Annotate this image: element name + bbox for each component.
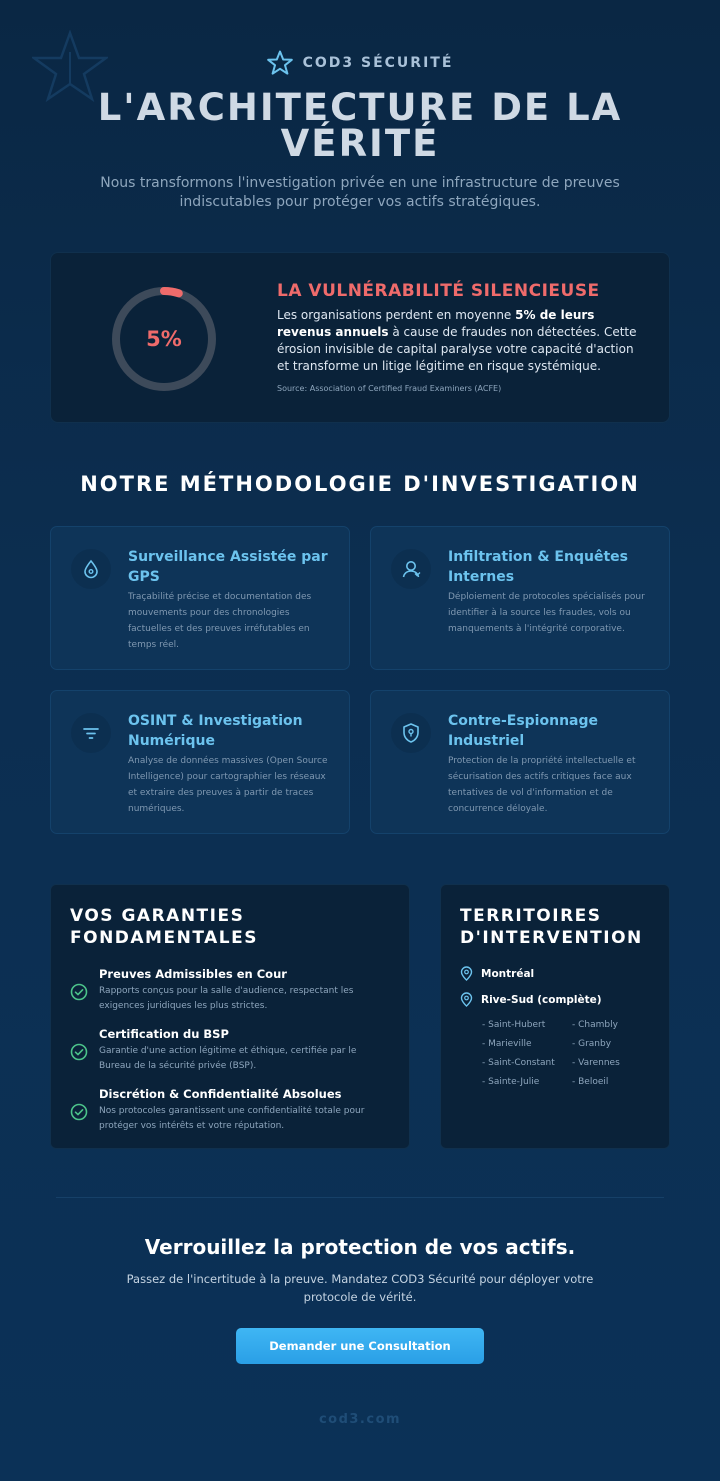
guarantees-title — [70, 905, 258, 949]
map-pin-icon — [460, 966, 473, 981]
city-item: - Beloeil — [572, 1077, 609, 1087]
methodology-title: NOTRE MÉTHODOLOGIE D'INVESTIGATION — [80, 472, 640, 496]
vulnerability-source: Source: Association of Certified Fraud Examiners (ACFE) — [277, 384, 502, 393]
star-logo-icon — [267, 50, 293, 76]
territory-label: Rive-Sud (complète) — [481, 993, 602, 1006]
territories-title — [460, 905, 643, 949]
guarantee-item — [70, 1027, 390, 1075]
guarantee-item — [70, 967, 390, 1015]
method-card-desc: Protection de la propriété intellectuelle et sécurisation des actifs critiques face aux tentatives de vol d'information et de concurrence déloyale. — [448, 756, 636, 814]
vulnerability-text-prefix: Les organisations perdent en moyenne — [277, 308, 516, 322]
cta-subtitle: Passez de l'incertitude à la preuve. Mandatez COD3 Sécurité pour déployer votre protocole de vérité. — [126, 1272, 594, 1304]
territories-card — [440, 884, 670, 1149]
guarantee-desc: Garantie d'une action légitime et éthique, certifiée par le Bureau de la sécurité privée (BSP). — [99, 1046, 357, 1071]
vulnerability-text-suffix: à cause de fraudes non détectées. Cette érosion invisible de capital paralyse votre capacité d'action et transforme un litige légitime en risque systémique. — [277, 325, 637, 373]
guarantees-title-line1: VOS GARANTIES — [70, 906, 245, 926]
method-card-gps — [50, 526, 350, 670]
footer-site[interactable]: cod3.com — [318, 1412, 402, 1427]
divider — [56, 1197, 664, 1198]
location-drop-icon — [71, 549, 111, 589]
method-card-desc: Analyse de données massives (Open Source Intelligence) pour cartographier les réseaux et extraire des preuves à partir de traces numériques. — [128, 756, 328, 814]
territory-montreal — [460, 966, 534, 981]
method-card-title: Contre-Espionnage Industriel — [448, 713, 598, 749]
guarantees-card — [50, 884, 410, 1149]
shield-lock-icon — [391, 713, 431, 753]
map-pin-icon — [460, 992, 473, 1007]
check-circle-icon — [70, 1103, 88, 1121]
method-card-infiltration — [370, 526, 670, 670]
vulnerability-card — [50, 252, 670, 423]
guarantees-title-line2: FONDAMENTALES — [70, 928, 258, 948]
request-consultation-button[interactable]: Demander une Consultation — [236, 1328, 484, 1364]
guarantee-title: Preuves Admissibles en Cour — [99, 967, 287, 981]
page-title: L'ARCHITECTURE DE LA VÉRITÉ — [97, 86, 623, 165]
guarantee-title: Certification du BSP — [99, 1027, 229, 1041]
city-item: - Sainte-Julie — [482, 1077, 540, 1087]
vulnerability-text-bold: 5% de leurs revenus annuels — [277, 308, 595, 339]
method-card-title: Surveillance Assistée par GPS — [128, 549, 328, 585]
brand — [0, 50, 720, 76]
guarantee-desc: Nos protocoles garantissent une confidentialité totale pour protéger vos intérêts et votre réputation. — [99, 1106, 365, 1131]
method-card-osint — [50, 690, 350, 834]
stat-value: 5% — [146, 327, 182, 351]
page-subtitle: Nous transformons l'investigation privée en une infrastructure de preuves indiscutables pour protéger vos actifs stratégiques. — [100, 175, 620, 210]
user-icon — [391, 549, 431, 589]
method-card-desc: Déploiement de protocoles spécialisés pour identifier à la source les fraudes, vols ou manquements à l'intégrité corporative. — [448, 592, 645, 634]
city-item: - Marieville — [482, 1039, 532, 1049]
city-item: - Varennes — [572, 1058, 620, 1068]
vulnerability-title: LA VULNÉRABILITÉ SILENCIEUSE — [277, 281, 600, 301]
territory-rive-sud — [460, 992, 602, 1007]
city-item: - Chambly — [572, 1020, 618, 1030]
territories-title-line2: D'INTERVENTION — [460, 928, 643, 948]
city-item: - Granby — [572, 1039, 612, 1049]
method-card-title: OSINT & Investigation Numérique — [128, 713, 303, 749]
city-item: - Saint-Constant — [482, 1058, 555, 1068]
method-card-desc: Traçabilité précise et documentation des mouvements pour des chronologies factuelles et des preuves irréfutables en temps réel. — [128, 592, 312, 650]
vulnerability-text — [277, 307, 647, 375]
method-card-title: Infiltration & Enquêtes Internes — [448, 549, 628, 585]
cta-title: Verrouillez la protection de vos actifs. — [144, 1235, 576, 1259]
guarantee-title: Discrétion & Confidentialité Absolues — [99, 1087, 342, 1101]
territories-title-line1: TERRITOIRES — [460, 906, 602, 926]
territory-label: Montréal — [481, 967, 535, 980]
method-card-counter-espionage — [370, 690, 670, 834]
check-circle-icon — [70, 983, 88, 1001]
brand-name: COD3 SÉCURITÉ — [302, 55, 454, 71]
guarantee-item — [70, 1087, 390, 1135]
filter-icon — [71, 713, 111, 753]
check-circle-icon — [70, 1043, 88, 1061]
city-item: - Saint-Hubert — [482, 1020, 546, 1030]
guarantee-desc: Rapports conçus pour la salle d'audience, respectant les exigences juridiques les plus strictes. — [99, 986, 354, 1011]
